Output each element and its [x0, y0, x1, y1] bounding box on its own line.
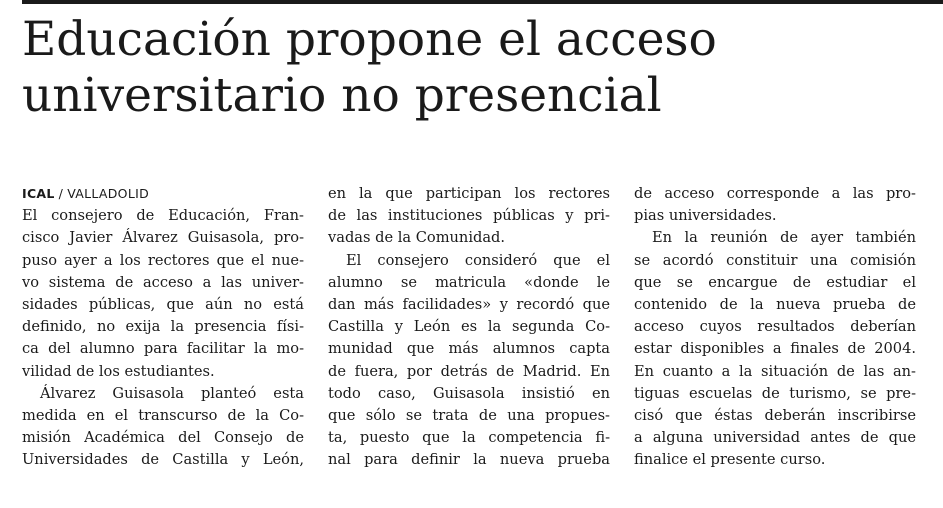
article-line: En la reunión de ayer también — [652, 229, 916, 247]
article-line: Universidades de Castilla y León, — [22, 451, 304, 469]
byline-location: VALLADOLID — [67, 186, 149, 201]
article-line: estar disponibles a finales de 2004. — [634, 340, 916, 358]
byline — [22, 183, 304, 205]
article-line: tiguas escuelas de turismo, se pre- — [634, 384, 916, 402]
top-rule — [22, 0, 943, 4]
article-line: que se encargue de estudiar el — [634, 273, 916, 291]
headline — [22, 12, 937, 124]
article-line: munidad que más alumnos capta — [328, 340, 610, 358]
article-line: El consejero de Educación, Fran- — [22, 207, 304, 225]
article-column-1 — [22, 183, 304, 472]
article-line: de acceso corresponde a las pro- — [634, 185, 916, 202]
article-line: definido, no exija la presencia físi- — [22, 318, 304, 336]
article-line: que sólo se trata de una propues- — [328, 407, 610, 425]
article-line: cisco Javier Álvarez Guisasola, pro- — [22, 229, 304, 247]
article-line: El consejero consideró que el — [346, 251, 610, 269]
article-line: todo caso, Guisasola insistió en — [328, 384, 610, 402]
article-line: misión Académica del Consejo de — [22, 429, 304, 447]
article-column-2 — [328, 183, 610, 472]
article-line: de fuera, por detrás de Madrid. En — [328, 362, 610, 380]
byline-separator: / — [58, 186, 64, 201]
article-line: nal para definir la nueva prueba — [328, 451, 610, 469]
article-column-3 — [634, 183, 916, 472]
article-line: vadas de la Comunidad. — [328, 229, 506, 247]
article-line: medida en el transcurso de la Co- — [22, 407, 304, 425]
article-line: ta, puesto que la competencia fi- — [328, 429, 610, 447]
article-line: se acordó constituir una comisión — [634, 251, 916, 269]
headline-line-1: Educación propone el acceso — [22, 12, 717, 67]
article-line: sidades públicas, que aún no está — [22, 296, 304, 314]
headline-line-2: universitario no presencial — [22, 68, 662, 123]
article-line: alumno se matricula «donde le — [328, 273, 610, 291]
article-line: vilidad de los estudiantes. — [22, 362, 215, 380]
article-line: ca del alumno para facilitar la mo- — [22, 340, 304, 358]
article-line: cisó que éstas deberán inscribirse — [634, 407, 916, 425]
article-line: Álvarez Guisasola planteó esta — [40, 384, 304, 402]
article-line: a alguna universidad antes de que — [634, 429, 916, 447]
article-line: En cuanto a la situación de las an- — [634, 362, 916, 380]
article-line: pias universidades. — [634, 207, 777, 225]
article-line: Castilla y León es la segunda Co- — [328, 318, 610, 336]
article-line: puso ayer a los rectores que el nue- — [22, 251, 304, 269]
article-line: dan más facilidades» y recordó que — [328, 296, 610, 314]
article-line: acceso cuyos resultados deberían — [634, 318, 916, 336]
byline-agency: ICAL — [22, 186, 55, 201]
article-line: vo sistema de acceso a las univer- — [22, 273, 304, 291]
article-line: en la que participan los rectores — [328, 185, 610, 202]
article-line: contenido de la nueva prueba de — [634, 296, 916, 314]
article-line: finalice el presente curso. — [634, 451, 826, 469]
article-line: de las instituciones públicas y pri- — [328, 207, 610, 225]
